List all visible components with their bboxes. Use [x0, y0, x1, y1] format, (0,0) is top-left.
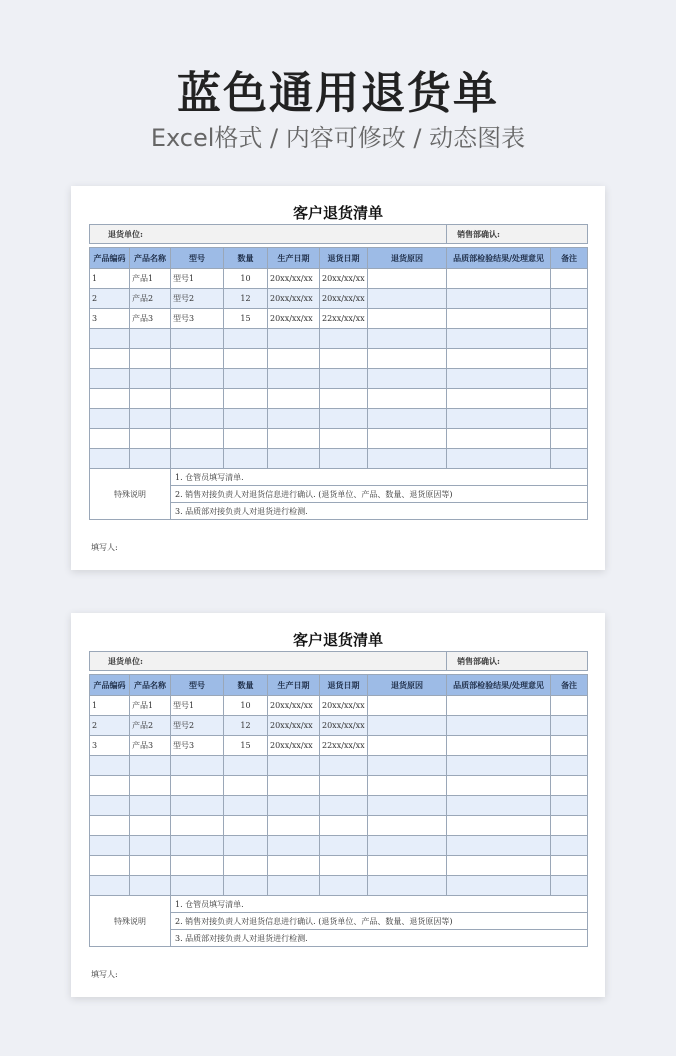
table-cell [130, 389, 171, 409]
notes-label: 特殊说明 [90, 896, 171, 947]
table-cell [447, 369, 551, 389]
table-cell [171, 816, 224, 836]
table-cell [368, 269, 447, 289]
table-row [90, 716, 588, 736]
table-cell [368, 389, 447, 409]
table-cell [551, 449, 588, 469]
table-row [90, 309, 588, 329]
table-row [90, 329, 588, 349]
table-cell [447, 856, 551, 876]
table-cell: 20xx/xx/xx [268, 736, 320, 756]
table-cell [447, 289, 551, 309]
column-header: 退货日期 [320, 248, 368, 269]
table-cell [130, 369, 171, 389]
column-header: 产品编码 [90, 675, 130, 696]
column-header: 型号 [171, 248, 224, 269]
table-cell [90, 389, 130, 409]
table-cell [90, 776, 130, 796]
table-cell [551, 389, 588, 409]
return-form-preview-2 [71, 613, 605, 997]
table-cell [171, 389, 224, 409]
table-cell [368, 856, 447, 876]
table-cell [368, 449, 447, 469]
table-cell [447, 389, 551, 409]
table-cell [130, 329, 171, 349]
table-cell: 10 [224, 696, 268, 716]
table-cell [171, 876, 224, 896]
table-cell [171, 796, 224, 816]
table-cell [90, 449, 130, 469]
table-cell: 20xx/xx/xx [268, 696, 320, 716]
return-table [89, 651, 588, 947]
table-cell [268, 329, 320, 349]
table-row [90, 756, 588, 776]
table-row [90, 389, 588, 409]
column-header: 产品编码 [90, 248, 130, 269]
table-cell [268, 349, 320, 369]
table-cell [551, 329, 588, 349]
table-cell [224, 876, 268, 896]
table-cell [551, 856, 588, 876]
table-cell [551, 409, 588, 429]
table-cell: 20xx/xx/xx [268, 309, 320, 329]
table-cell: 2 [90, 289, 130, 309]
table-cell: 22xx/xx/xx [320, 736, 368, 756]
filler-label: 填写人: [91, 543, 118, 552]
table-cell [171, 756, 224, 776]
table-cell [130, 349, 171, 369]
table-cell [447, 449, 551, 469]
table-cell [130, 429, 171, 449]
table-row [90, 349, 588, 369]
sales-confirm-label: 销售部确认: [447, 225, 588, 244]
table-cell [224, 816, 268, 836]
table-cell: 型号2 [171, 289, 224, 309]
table-cell [368, 309, 447, 329]
table-cell [320, 816, 368, 836]
notes-label: 特殊说明 [90, 469, 171, 520]
table-cell: 产品2 [130, 716, 171, 736]
table-cell [224, 756, 268, 776]
table-cell: 22xx/xx/xx [320, 309, 368, 329]
table-cell [268, 776, 320, 796]
table-cell [224, 349, 268, 369]
table-cell [447, 409, 551, 429]
table-cell [447, 349, 551, 369]
table-row [90, 816, 588, 836]
table-cell [90, 836, 130, 856]
table-cell [224, 449, 268, 469]
table-cell [171, 449, 224, 469]
return-table [89, 224, 588, 520]
column-header: 备注 [551, 675, 588, 696]
table-cell [447, 309, 551, 329]
table-row [90, 449, 588, 469]
table-row [90, 409, 588, 429]
table-cell [224, 429, 268, 449]
column-header: 生产日期 [268, 675, 320, 696]
table-cell [224, 856, 268, 876]
table-cell [447, 816, 551, 836]
table-cell [447, 796, 551, 816]
table-cell [268, 449, 320, 469]
table-cell: 型号1 [171, 269, 224, 289]
table-cell [171, 369, 224, 389]
table-cell [268, 796, 320, 816]
table-cell [171, 776, 224, 796]
table-cell [130, 856, 171, 876]
column-header: 数量 [224, 248, 268, 269]
table-cell [447, 696, 551, 716]
table-cell: 20xx/xx/xx [268, 269, 320, 289]
sheet-title: 客户退货清单 [292, 631, 383, 649]
table-cell [368, 876, 447, 896]
table-cell [268, 836, 320, 856]
note-line: 1. 仓管员填写清单. [171, 896, 588, 913]
table-cell [551, 369, 588, 389]
table-cell [90, 816, 130, 836]
column-header: 退货原因 [368, 248, 447, 269]
table-cell [551, 269, 588, 289]
table-cell [320, 389, 368, 409]
table-cell [130, 449, 171, 469]
table-cell: 20xx/xx/xx [268, 289, 320, 309]
table-cell [368, 756, 447, 776]
table-cell [171, 856, 224, 876]
table-cell [368, 816, 447, 836]
column-header: 品质部检验结果/处理意见 [447, 248, 551, 269]
table-cell [368, 696, 447, 716]
table-cell [320, 369, 368, 389]
filler-label: 填写人: [91, 970, 118, 979]
table-cell [447, 756, 551, 776]
table-cell [224, 409, 268, 429]
table-cell [171, 329, 224, 349]
table-cell [90, 856, 130, 876]
table-cell [551, 716, 588, 736]
table-row [90, 369, 588, 389]
column-header: 备注 [551, 248, 588, 269]
table-cell: 2 [90, 716, 130, 736]
table-cell [368, 409, 447, 429]
table-row [90, 269, 588, 289]
table-cell [130, 409, 171, 429]
table-cell [551, 349, 588, 369]
table-cell [268, 409, 320, 429]
table-cell: 型号1 [171, 696, 224, 716]
table-cell [320, 796, 368, 816]
table-cell [268, 429, 320, 449]
table-cell: 1 [90, 269, 130, 289]
sales-confirm-label: 销售部确认: [447, 652, 588, 671]
table-cell [90, 429, 130, 449]
table-cell [320, 429, 368, 449]
return-form-preview-1 [71, 186, 605, 570]
table-cell: 产品3 [130, 309, 171, 329]
note-line: 2. 销售对接负责人对退货信息进行确认. (退货单位、产品、数量、退货原因等) [171, 913, 588, 930]
table-cell [551, 736, 588, 756]
table-cell: 20xx/xx/xx [320, 289, 368, 309]
table-cell [368, 776, 447, 796]
table-cell: 10 [224, 269, 268, 289]
meta-row [90, 225, 588, 244]
table-cell [551, 836, 588, 856]
sheet-title: 客户退货清单 [292, 204, 383, 222]
table-cell [224, 796, 268, 816]
table-cell [320, 776, 368, 796]
header-row [90, 248, 588, 269]
note-row [90, 469, 588, 486]
table-cell [551, 796, 588, 816]
table-cell [447, 736, 551, 756]
table-cell [224, 369, 268, 389]
table-row [90, 776, 588, 796]
table-cell [447, 716, 551, 736]
table-cell [224, 389, 268, 409]
table-cell [90, 796, 130, 816]
table-cell [551, 816, 588, 836]
table-cell [551, 289, 588, 309]
table-cell [551, 309, 588, 329]
note-line: 3. 品质部对接负责人对退货进行检测. [171, 503, 588, 520]
table-cell [551, 429, 588, 449]
table-cell [90, 369, 130, 389]
table-cell [268, 876, 320, 896]
table-cell: 型号2 [171, 716, 224, 736]
table-cell: 产品3 [130, 736, 171, 756]
table-cell [224, 329, 268, 349]
table-cell [90, 756, 130, 776]
table-cell: 12 [224, 289, 268, 309]
table-cell [130, 876, 171, 896]
table-cell [130, 776, 171, 796]
table-cell [268, 389, 320, 409]
table-cell: 1 [90, 696, 130, 716]
table-cell [320, 836, 368, 856]
table-cell [90, 349, 130, 369]
table-cell: 3 [90, 736, 130, 756]
table-cell [447, 836, 551, 856]
table-row [90, 429, 588, 449]
table-cell [268, 756, 320, 776]
table-row [90, 836, 588, 856]
return-unit-label: 退货单位: [90, 652, 447, 671]
column-header: 产品名称 [130, 675, 171, 696]
table-cell [130, 796, 171, 816]
table-row [90, 856, 588, 876]
table-cell: 3 [90, 309, 130, 329]
page-title: 蓝色通用退货单 [177, 68, 499, 119]
table-cell [90, 409, 130, 429]
column-header: 型号 [171, 675, 224, 696]
column-header: 退货日期 [320, 675, 368, 696]
table-cell [320, 409, 368, 429]
table-cell [320, 876, 368, 896]
table-cell [368, 369, 447, 389]
table-cell [447, 876, 551, 896]
table-row [90, 736, 588, 756]
table-cell [368, 736, 447, 756]
note-line: 3. 品质部对接负责人对退货进行检测. [171, 930, 588, 947]
meta-row [90, 652, 588, 671]
table-cell [130, 836, 171, 856]
table-cell [551, 776, 588, 796]
table-cell: 20xx/xx/xx [320, 696, 368, 716]
table-cell: 20xx/xx/xx [320, 269, 368, 289]
table-cell [320, 449, 368, 469]
table-cell [268, 369, 320, 389]
column-header: 品质部检验结果/处理意见 [447, 675, 551, 696]
table-cell: 12 [224, 716, 268, 736]
table-row [90, 289, 588, 309]
table-cell [224, 776, 268, 796]
table-cell [551, 876, 588, 896]
note-line: 1. 仓管员填写清单. [171, 469, 588, 486]
table-cell [447, 776, 551, 796]
table-cell [320, 329, 368, 349]
table-cell [368, 329, 447, 349]
table-cell [368, 796, 447, 816]
table-cell [368, 289, 447, 309]
table-cell: 产品1 [130, 696, 171, 716]
table-cell [268, 856, 320, 876]
table-cell: 产品1 [130, 269, 171, 289]
table-row [90, 696, 588, 716]
column-header: 数量 [224, 675, 268, 696]
table-cell [130, 756, 171, 776]
table-cell [368, 349, 447, 369]
column-header: 产品名称 [130, 248, 171, 269]
table-cell [90, 329, 130, 349]
table-cell [368, 836, 447, 856]
table-cell: 20xx/xx/xx [268, 716, 320, 736]
page-subtitle: Excel格式 / 内容可修改 / 动态图表 [150, 124, 526, 152]
table-cell [447, 429, 551, 449]
table-cell [268, 816, 320, 836]
note-line: 2. 销售对接负责人对退货信息进行确认. (退货单位、产品、数量、退货原因等) [171, 486, 588, 503]
table-cell [320, 349, 368, 369]
table-cell: 15 [224, 736, 268, 756]
table-cell [171, 429, 224, 449]
table-cell: 产品2 [130, 289, 171, 309]
table-cell [368, 716, 447, 736]
table-cell [130, 816, 171, 836]
note-row [90, 896, 588, 913]
column-header: 退货原因 [368, 675, 447, 696]
table-cell: 型号3 [171, 736, 224, 756]
table-row [90, 876, 588, 896]
table-cell [171, 349, 224, 369]
table-cell [171, 836, 224, 856]
table-cell [447, 329, 551, 349]
table-cell [320, 756, 368, 776]
table-cell [171, 409, 224, 429]
table-cell: 15 [224, 309, 268, 329]
return-unit-label: 退货单位: [90, 225, 447, 244]
table-cell [447, 269, 551, 289]
table-cell [551, 696, 588, 716]
table-cell: 20xx/xx/xx [320, 716, 368, 736]
table-cell: 型号3 [171, 309, 224, 329]
table-cell [90, 876, 130, 896]
table-cell [368, 429, 447, 449]
table-cell [320, 856, 368, 876]
header-row [90, 675, 588, 696]
table-cell [551, 756, 588, 776]
column-header: 生产日期 [268, 248, 320, 269]
table-row [90, 796, 588, 816]
table-cell [224, 836, 268, 856]
